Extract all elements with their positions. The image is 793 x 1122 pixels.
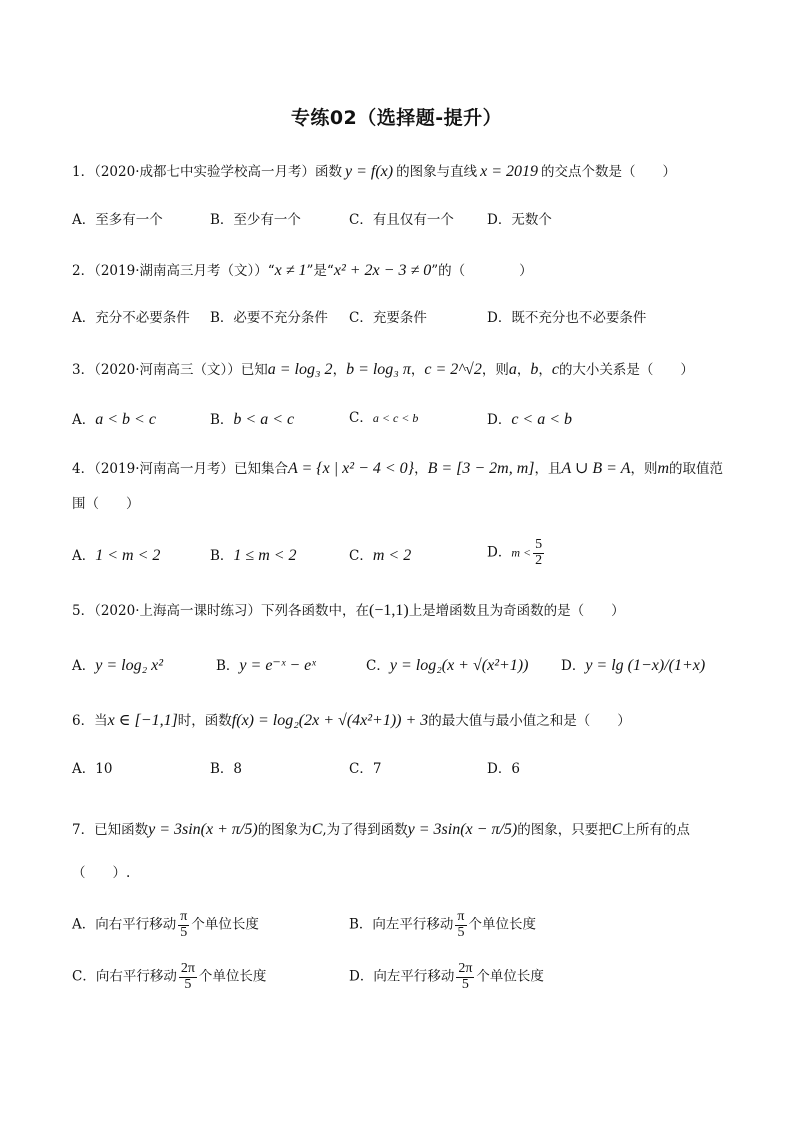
q3-option-c-value: a < c < b bbox=[372, 411, 419, 425]
q5-option-b[interactable] bbox=[216, 658, 316, 674]
q3-prefix: 3．（2020·河南高三（文））已知 bbox=[72, 362, 268, 378]
q2-prefix: 2．（2019·湖南高三月考（文））“ bbox=[72, 263, 275, 279]
q7-prefix: 7．已知函数 bbox=[72, 822, 149, 838]
q2-mid: ”是“ bbox=[306, 263, 334, 279]
q4-then: ，则 bbox=[630, 461, 658, 477]
q7-option-c-fraction bbox=[179, 962, 197, 992]
q5-suffix: 上是增函数且为奇函数的是（ ） bbox=[408, 603, 625, 619]
q3-a-def: a = log₃ 2 bbox=[267, 361, 333, 378]
q7-option-b[interactable] bbox=[349, 910, 536, 940]
q7-option-d-label: D．向左平行移动 bbox=[349, 968, 455, 985]
fraction-numerator: 2π bbox=[458, 961, 473, 976]
q3-option-d-value: c < a < b bbox=[511, 411, 573, 428]
question-1 bbox=[72, 164, 676, 180]
q4-option-d-label: D． bbox=[487, 544, 512, 561]
q5-option-d-value: y = lg (1−x)/(1+x) bbox=[585, 657, 706, 674]
q6-option-a[interactable]: A．10 bbox=[72, 761, 113, 777]
q5-option-a-value: y = log₂ x² bbox=[95, 657, 164, 674]
q6-domain: x ∈ [−1,1] bbox=[107, 712, 178, 729]
q5-option-d[interactable] bbox=[561, 658, 705, 674]
fraction-numerator: π bbox=[457, 909, 465, 924]
q5-option-c[interactable] bbox=[366, 658, 528, 674]
q4-option-d[interactable] bbox=[487, 538, 546, 568]
q3-option-d-label: D． bbox=[487, 412, 512, 428]
fraction-numerator: π bbox=[180, 909, 188, 924]
q3-option-b-value: b < a < c bbox=[233, 411, 295, 428]
q4-option-c-value: m < 2 bbox=[372, 547, 412, 564]
q7-option-a[interactable] bbox=[72, 910, 259, 940]
q5-option-a-label: A． bbox=[72, 658, 96, 674]
question-2 bbox=[72, 263, 533, 279]
q4-prefix: 4．（2019·河南高一月考）已知集合 bbox=[72, 461, 288, 477]
q3-option-c-label: C． bbox=[349, 410, 373, 426]
q7-function-1: y = 3sin(x + π/5) bbox=[148, 821, 258, 838]
q4-option-b-label: B． bbox=[210, 548, 234, 564]
q6-prefix: 6．当 bbox=[72, 713, 108, 729]
q7-suffix: 的图象，只要把 bbox=[517, 822, 612, 838]
q4-option-b-value: 1 ≤ m < 2 bbox=[233, 547, 297, 564]
q6-option-d[interactable]: D．6 bbox=[487, 761, 520, 777]
q7-mid: 的图象为 bbox=[257, 822, 312, 838]
q7-option-d-fraction bbox=[456, 962, 474, 992]
q4-option-c-label: C． bbox=[349, 548, 373, 564]
q3-var-b: b bbox=[530, 361, 539, 378]
q4-var-m: m bbox=[657, 460, 670, 477]
question-3 bbox=[72, 362, 694, 378]
q7-option-c-tail: 个单位长度 bbox=[198, 968, 267, 985]
q4-continuation: 围（ ） bbox=[72, 496, 140, 512]
q4-union: A ∪ B = A bbox=[561, 460, 631, 477]
q4-option-d-fraction bbox=[533, 538, 544, 568]
question-6 bbox=[72, 713, 631, 729]
q1-line: x = 2019 bbox=[480, 163, 539, 180]
q5-prefix: 5．（2020·上海高一课时练习）下列各函数中，在 bbox=[72, 603, 369, 619]
question-7 bbox=[72, 822, 690, 838]
fraction-denominator: 2 bbox=[535, 552, 543, 568]
q7-function-2: y = 3sin(x − π/5) bbox=[407, 821, 518, 838]
q2-suffix: ”的（ ） bbox=[431, 263, 533, 279]
q3-option-a-label: A． bbox=[72, 412, 96, 428]
q1-option-a[interactable]: A．至多有一个 bbox=[72, 212, 163, 228]
q4-set-b: B = [3 − 2m, m] bbox=[427, 460, 535, 477]
fraction-denominator: 5 bbox=[180, 924, 188, 940]
q4-option-a[interactable] bbox=[72, 548, 160, 564]
q6-mid: 时，函数 bbox=[177, 713, 232, 729]
q6-suffix: 的最大值与最小值之和是（ ） bbox=[428, 713, 631, 729]
q7-option-d-tail: 个单位长度 bbox=[476, 968, 544, 985]
q3-var-a: a bbox=[508, 361, 517, 378]
q4-suffix: 的取值范 bbox=[669, 461, 724, 477]
fraction-numerator: 5 bbox=[535, 537, 543, 552]
q3-sep-2: ， bbox=[410, 362, 425, 378]
q6-function: f(x) = log₂(2x + √(4x²+1)) + 3 bbox=[231, 712, 429, 729]
page-title: 专练02（选择题-提升） bbox=[290, 107, 503, 129]
q3-b-def: b = log₃ π bbox=[346, 361, 411, 378]
q5-interval: (−1,1) bbox=[369, 602, 409, 619]
question-4 bbox=[72, 461, 723, 477]
q5-option-b-label: B． bbox=[216, 658, 240, 674]
q7-option-a-label: A．向右平行移动 bbox=[72, 916, 177, 933]
q3-then: ，则 bbox=[481, 362, 509, 378]
q7-mid2: ,为了得到函数 bbox=[322, 822, 408, 838]
q4-option-c[interactable] bbox=[349, 548, 411, 564]
q6-option-c[interactable]: C．7 bbox=[349, 761, 382, 777]
q7-option-b-label: B．向左平行移动 bbox=[349, 916, 454, 933]
q7-continuation: （ ）. bbox=[72, 865, 131, 881]
q7-curve-c-2: C bbox=[611, 821, 623, 838]
q3-suffix: 的大小关系是（ ） bbox=[558, 362, 694, 378]
q3-option-c[interactable] bbox=[349, 412, 418, 426]
q3-option-b-label: B． bbox=[210, 412, 234, 428]
q1-suffix: 的交点个数是（ ） bbox=[541, 164, 677, 180]
q1-option-b[interactable]: B．至少有一个 bbox=[210, 212, 301, 228]
fraction-numerator: 2π bbox=[180, 961, 195, 976]
q2-option-d[interactable]: D．既不充分也不必要条件 bbox=[487, 310, 647, 326]
q3-option-b[interactable] bbox=[210, 412, 294, 428]
q1-prefix: 1．（2020·成都七中实验学校高一月考）函数 bbox=[72, 164, 342, 180]
q5-option-c-label: C． bbox=[366, 658, 390, 674]
q7-option-a-tail: 个单位长度 bbox=[191, 916, 259, 933]
q1-option-c[interactable]: C．有且仅有一个 bbox=[349, 212, 454, 228]
q7-curve-c: C bbox=[311, 821, 323, 838]
q3-c-def: c = 2^√2 bbox=[424, 361, 482, 378]
q2-condition-1: x ≠ 1 bbox=[274, 262, 307, 279]
q4-set-a: A = {x | x² − 4 < 0} bbox=[288, 460, 415, 477]
fraction-denominator: 5 bbox=[184, 976, 192, 992]
q3-var-c: c bbox=[551, 361, 559, 378]
q2-option-c[interactable]: C．充要条件 bbox=[349, 310, 427, 326]
q3-sep-4: ， bbox=[538, 362, 552, 378]
q7-suffix2: 上所有的点 bbox=[622, 822, 690, 838]
q6-option-b[interactable]: B．8 bbox=[210, 761, 243, 777]
q2-option-a[interactable]: A．充分不必要条件 bbox=[72, 310, 190, 326]
q7-option-c-label: C．向右平行移动 bbox=[72, 968, 177, 985]
q3-option-a[interactable] bbox=[72, 412, 156, 428]
q4-mid: ，且 bbox=[534, 461, 562, 477]
q5-option-d-label: D． bbox=[561, 658, 586, 674]
fraction-denominator: 5 bbox=[461, 976, 469, 992]
q1-function: y = f(x) bbox=[345, 163, 394, 180]
q7-option-a-fraction bbox=[178, 910, 189, 940]
q4-option-a-value: 1 < m < 2 bbox=[95, 547, 161, 564]
q2-condition-2: x² + 2x − 3 ≠ 0 bbox=[333, 262, 432, 279]
q4-sep: ， bbox=[414, 461, 428, 477]
q4-option-a-label: A． bbox=[72, 548, 96, 564]
q4-option-d-var: m < bbox=[511, 545, 532, 560]
q5-option-a[interactable] bbox=[72, 658, 163, 674]
q7-option-b-tail: 个单位长度 bbox=[468, 916, 536, 933]
q1-mid: 的图象与直线 bbox=[396, 164, 478, 180]
q1-option-d[interactable]: D．无数个 bbox=[487, 212, 552, 228]
q3-sep-3: ， bbox=[516, 362, 531, 378]
question-5 bbox=[72, 603, 625, 619]
q7-option-c[interactable] bbox=[72, 962, 266, 992]
q3-sep-1: ， bbox=[332, 362, 347, 378]
q4-option-b[interactable] bbox=[210, 548, 297, 564]
q3-option-a-value: a < b < c bbox=[95, 411, 156, 428]
q5-option-c-value: y = log₂(x + √(x²+1)) bbox=[389, 657, 529, 674]
q5-option-b-value: y = e⁻ˣ − eˣ bbox=[239, 657, 316, 674]
q2-option-b[interactable]: B．必要不充分条件 bbox=[210, 310, 328, 326]
q7-option-b-fraction bbox=[455, 910, 466, 940]
q3-option-d[interactable] bbox=[487, 412, 572, 428]
q7-option-d[interactable] bbox=[349, 962, 544, 992]
fraction-denominator: 5 bbox=[457, 924, 465, 940]
